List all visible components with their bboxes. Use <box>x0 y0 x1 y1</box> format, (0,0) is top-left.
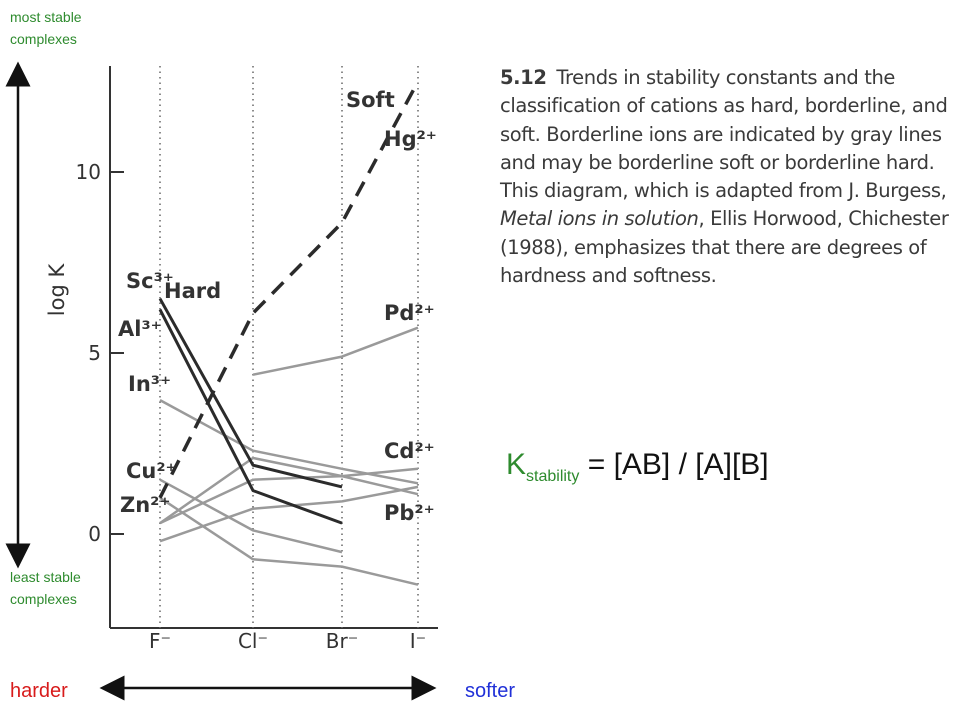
formula-subscript: stability <box>526 468 580 485</box>
series-line <box>253 328 418 375</box>
series-label: Cd²⁺ <box>384 439 435 463</box>
x-tick-label: F⁻ <box>148 629 172 653</box>
x-tick-label: I⁻ <box>409 629 427 653</box>
formula-k: K <box>506 448 527 481</box>
y-tick-label: 5 <box>88 341 101 365</box>
caption-book-title: Metal ions in solution <box>500 207 699 231</box>
series-line <box>160 400 418 483</box>
most-stable-line2: complexes <box>10 31 77 47</box>
caption-number: 5.12 <box>500 66 547 89</box>
harder-label: harder <box>10 680 68 702</box>
caption-text-1: Trends in stability constants and the classification of cations as hard, borderline, and soft. Borderline ions are indicated by gray lines and may be borderline soft or borderline hard. This diagram, which is adapted from J. Burgess, <box>500 66 948 203</box>
series-label: In³⁺ <box>128 372 172 396</box>
y-tick-label: 0 <box>88 522 101 546</box>
series-label: Hg²⁺ <box>384 127 437 151</box>
series-line <box>160 498 418 585</box>
formula-expression: = [AB] / [A][B] <box>579 448 769 481</box>
y-axis-title: log K <box>45 263 69 317</box>
series-line <box>160 458 418 523</box>
figure-caption <box>500 64 950 290</box>
softer-label: softer <box>465 680 516 702</box>
series-label: Sc³⁺ <box>126 269 174 293</box>
hard-group-label: Hard <box>164 279 222 303</box>
stability-formula <box>506 448 769 486</box>
x-tick-label: Br⁻ <box>325 629 359 653</box>
soft-group-label: Soft <box>346 88 395 112</box>
most-stable-line1: most stable <box>10 9 82 25</box>
series-label: Cu²⁺ <box>126 459 177 483</box>
series-label: Al³⁺ <box>118 317 162 341</box>
least-stable-line2: complexes <box>10 591 77 607</box>
series-label: Pb²⁺ <box>384 501 435 525</box>
x-tick-label: Cl⁻ <box>237 629 269 653</box>
least-stable-line1: least stable <box>10 569 81 585</box>
caption-text-2: , Ellis Horwood, Chichester (1988), emphasizes that there are degrees of hardness and softness. <box>500 207 949 288</box>
y-tick-label: 10 <box>75 160 101 184</box>
series-line <box>160 299 342 487</box>
series-label: Pd²⁺ <box>384 301 435 325</box>
series-label: Zn²⁺ <box>120 493 171 517</box>
